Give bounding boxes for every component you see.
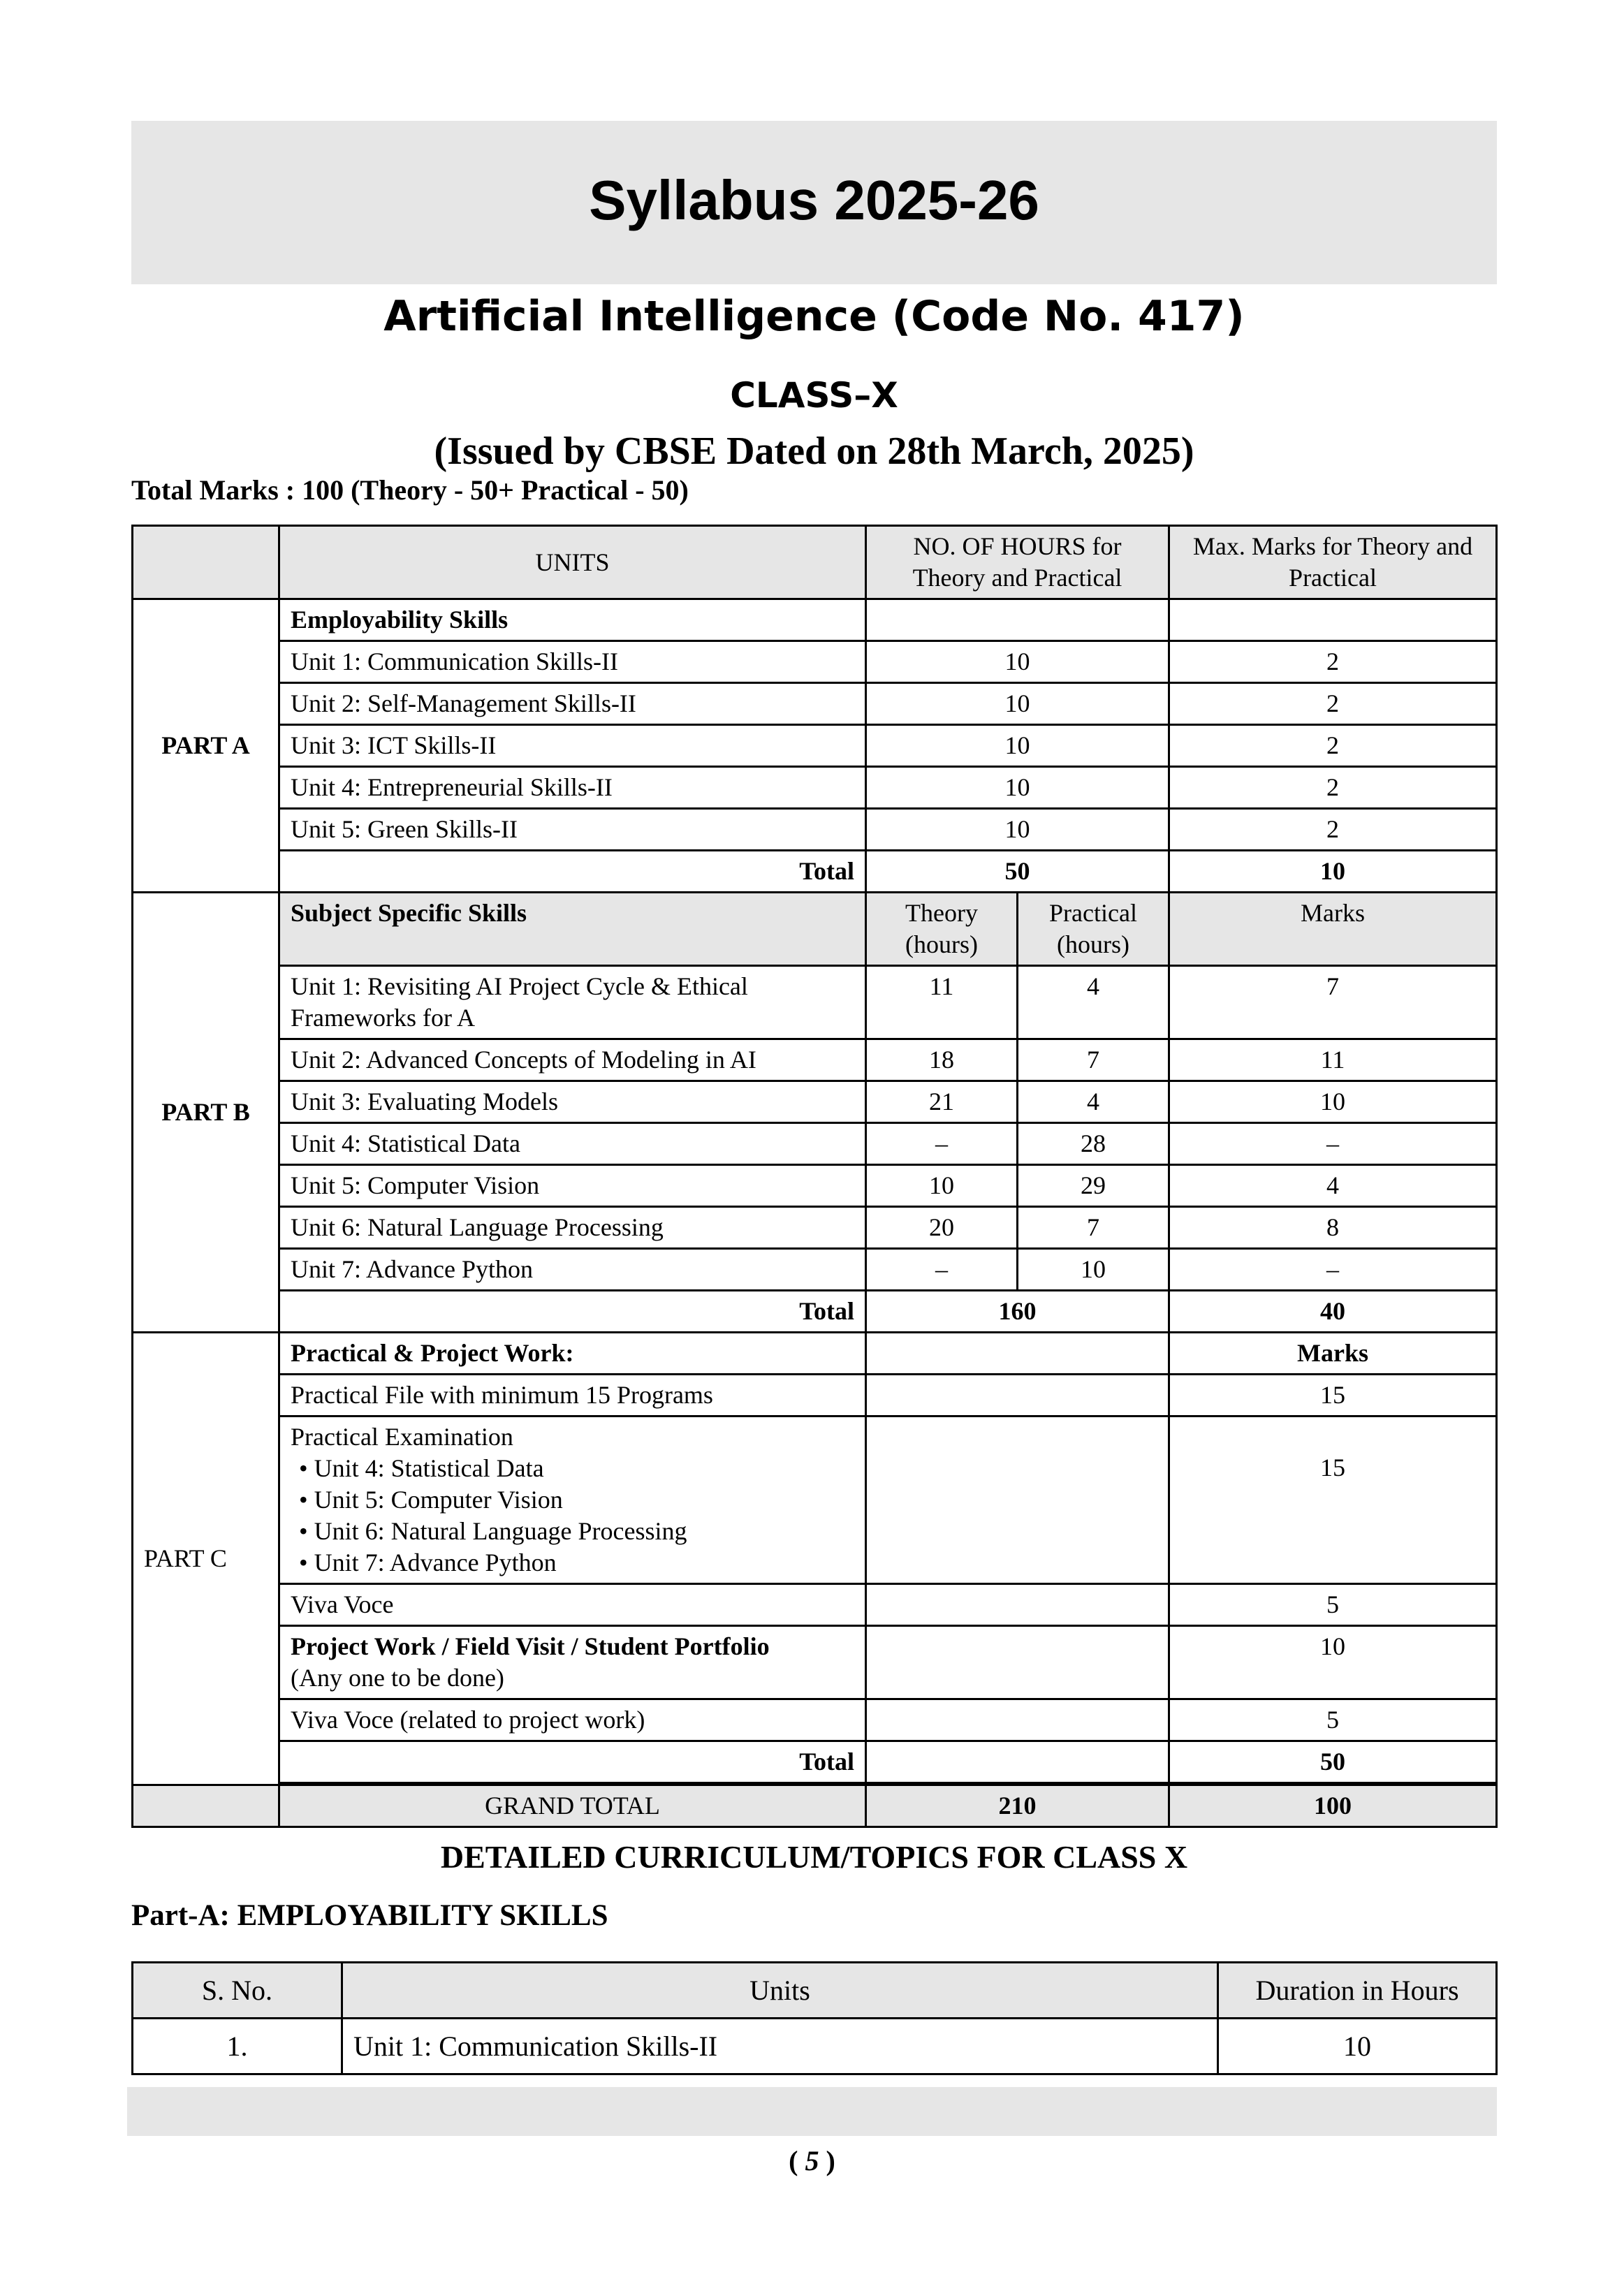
unit-marks: 2 [1169, 641, 1497, 683]
marks-header: Marks [1169, 1333, 1497, 1375]
project-work-cell [279, 1626, 866, 1699]
total-hours: 160 [866, 1291, 1169, 1333]
header-sno: S. No. [133, 1963, 342, 2019]
practical-exam-marks: 15 [1169, 1416, 1497, 1584]
unit-marks: 7 [1169, 966, 1497, 1039]
viva-project-marks: 5 [1169, 1699, 1497, 1741]
total-marks-value: 10 [1169, 851, 1497, 893]
table-row [133, 683, 1497, 725]
viva-voce: Viva Voce [279, 1584, 866, 1626]
units-table [131, 1961, 1498, 2075]
table-row [133, 1039, 1497, 1081]
table-row [133, 2019, 1497, 2074]
unit-practical: 4 [1018, 1081, 1169, 1123]
unit-theory: 21 [866, 1081, 1018, 1123]
practical-header: Practical (hours) [1018, 893, 1169, 966]
header-marks: Max. Marks for Theory and Practical [1169, 526, 1497, 599]
grand-total-marks: 100 [1169, 1785, 1497, 1827]
viva-project: Viva Voce (related to project work) [279, 1699, 866, 1741]
part-b-total-row [133, 1291, 1497, 1333]
header-units: UNITS [279, 526, 866, 599]
unit-hours: 10 [866, 683, 1169, 725]
table-row [133, 641, 1497, 683]
part-b-header-row [133, 893, 1497, 966]
unit-name: Unit 2: Advanced Concepts of Modeling in AI [279, 1039, 866, 1081]
row-duration: 10 [1218, 2019, 1497, 2074]
project-work: Project Work / Field Visit / Student Portfolio [291, 1632, 770, 1660]
unit-marks: 2 [1169, 767, 1497, 809]
total-marks: Total Marks : 100 (Theory - 50+ Practical - 50) [131, 474, 689, 506]
part-c-header-row [133, 1333, 1497, 1375]
theory-header: Theory (hours) [866, 893, 1018, 966]
unit-theory: 11 [866, 966, 1018, 1039]
unit-practical: 10 [1018, 1249, 1169, 1291]
unit-marks: – [1169, 1249, 1497, 1291]
part-c-section: Practical & Project Work: [279, 1333, 866, 1375]
table-row [133, 1081, 1497, 1123]
table-row [133, 1249, 1497, 1291]
table-row [133, 767, 1497, 809]
total-marks-value: 40 [1169, 1291, 1497, 1333]
grand-total-row [133, 1785, 1497, 1827]
issued-line: (Issued by CBSE Dated on 28th March, 2025) [434, 430, 1194, 473]
unit-marks: – [1169, 1123, 1497, 1165]
footer-band [127, 2087, 1497, 2136]
total-marks-value: 50 [1169, 1741, 1497, 1783]
grand-total-label: GRAND TOTAL [279, 1785, 866, 1827]
header-units: Units [342, 1963, 1218, 2019]
total-label: Total [279, 1291, 866, 1333]
unit-theory: 10 [866, 1165, 1018, 1207]
unit-practical: 7 [1018, 1207, 1169, 1249]
unit-hours: 10 [866, 641, 1169, 683]
practical-file: Practical File with minimum 15 Programs [279, 1375, 866, 1416]
class-title: CLASS–X [730, 375, 898, 416]
page-number-value: 5 [805, 2145, 819, 2176]
project-marks: 10 [1169, 1626, 1497, 1699]
practical-exam-cell [279, 1416, 866, 1584]
table-row [133, 1699, 1497, 1741]
table-row [133, 1123, 1497, 1165]
syllabus-table [131, 525, 1498, 1828]
part-c-label: PART C [133, 1333, 279, 1785]
marks-header: Marks [1169, 893, 1497, 966]
table-row [133, 725, 1497, 767]
practical-file-marks: 15 [1169, 1375, 1497, 1416]
unit-name: Unit 4: Entrepreneurial Skills-II [279, 767, 866, 809]
row-unit: Unit 1: Communication Skills-II [342, 2019, 1218, 2074]
unit-practical: 7 [1018, 1039, 1169, 1081]
list-item: • Unit 6: Natural Language Processing [299, 1516, 854, 1547]
page-number: ( 5 ) [789, 2145, 835, 2176]
page-title: Syllabus 2025-26 [589, 169, 1039, 231]
unit-name: Unit 3: Evaluating Models [279, 1081, 866, 1123]
unit-name: Unit 1: Revisiting AI Project Cycle & Ethical Frameworks for A [279, 966, 866, 1039]
unit-name: Unit 3: ICT Skills-II [279, 725, 866, 767]
grand-total-hours: 210 [866, 1785, 1169, 1827]
detail-heading: DETAILED CURRICULUM/TOPICS FOR CLASS X [440, 1839, 1188, 1875]
viva-voce-marks: 5 [1169, 1584, 1497, 1626]
table-row [133, 1584, 1497, 1626]
unit-practical: 28 [1018, 1123, 1169, 1165]
unit-marks: 2 [1169, 683, 1497, 725]
practical-exam: Practical Examination [291, 1423, 513, 1451]
header-blank-cell [133, 526, 279, 599]
unit-hours: 10 [866, 809, 1169, 851]
unit-name: Unit 7: Advance Python [279, 1249, 866, 1291]
unit-marks: 4 [1169, 1165, 1497, 1207]
list-item: • Unit 5: Computer Vision [299, 1484, 854, 1516]
list-item: • Unit 4: Statistical Data [299, 1453, 854, 1484]
total-hours: 50 [866, 851, 1169, 893]
unit-name: Unit 5: Computer Vision [279, 1165, 866, 1207]
header-duration: Duration in Hours [1218, 1963, 1497, 2019]
unit-name: Unit 4: Statistical Data [279, 1123, 866, 1165]
part-a-heading: Part-A: EMPLOYABILITY SKILLS [131, 1899, 608, 1932]
unit-theory: 18 [866, 1039, 1018, 1081]
unit-marks: 2 [1169, 809, 1497, 851]
unit-practical: 4 [1018, 966, 1169, 1039]
part-c-total-row [133, 1741, 1497, 1783]
unit-hours: 10 [866, 725, 1169, 767]
unit-marks: 11 [1169, 1039, 1497, 1081]
table-row [133, 599, 1497, 641]
unit-hours: 10 [866, 767, 1169, 809]
part-a-label: PART A [133, 599, 279, 893]
unit-theory: – [866, 1249, 1018, 1291]
row-sno: 1. [133, 2019, 342, 2074]
table-row [133, 1416, 1497, 1584]
table-row [133, 1626, 1497, 1699]
units-header-row [133, 1963, 1497, 2019]
project-note: (Any one to be done) [291, 1664, 504, 1692]
unit-marks: 8 [1169, 1207, 1497, 1249]
practical-exam-list [291, 1453, 854, 1579]
unit-theory: – [866, 1123, 1018, 1165]
part-b-label: PART B [133, 893, 279, 1333]
unit-name: Unit 2: Self-Management Skills-II [279, 683, 866, 725]
table-row [133, 966, 1497, 1039]
list-item: • Unit 7: Advance Python [299, 1547, 854, 1579]
subject-title: Artificial Intelligence (Code No. 417) [383, 292, 1245, 341]
table-row [133, 1207, 1497, 1249]
title-banner [131, 121, 1497, 284]
part-b-section: Subject Specific Skills [279, 893, 866, 966]
total-label: Total [279, 851, 866, 893]
unit-marks: 2 [1169, 725, 1497, 767]
part-a-section: Employability Skills [279, 599, 866, 641]
table-row [133, 1375, 1497, 1416]
part-a-total-row [133, 851, 1497, 893]
total-label: Total [279, 1741, 866, 1783]
unit-theory: 20 [866, 1207, 1018, 1249]
unit-name: Unit 6: Natural Language Processing [279, 1207, 866, 1249]
table-row [133, 1165, 1497, 1207]
unit-name: Unit 5: Green Skills-II [279, 809, 866, 851]
unit-practical: 29 [1018, 1165, 1169, 1207]
table-row [133, 809, 1497, 851]
grand-total-blank [133, 1785, 279, 1827]
unit-marks: 10 [1169, 1081, 1497, 1123]
unit-name: Unit 1: Communication Skills-II [279, 641, 866, 683]
header-hours: NO. OF HOURS for Theory and Practical [866, 526, 1169, 599]
table-header-row [133, 526, 1497, 599]
